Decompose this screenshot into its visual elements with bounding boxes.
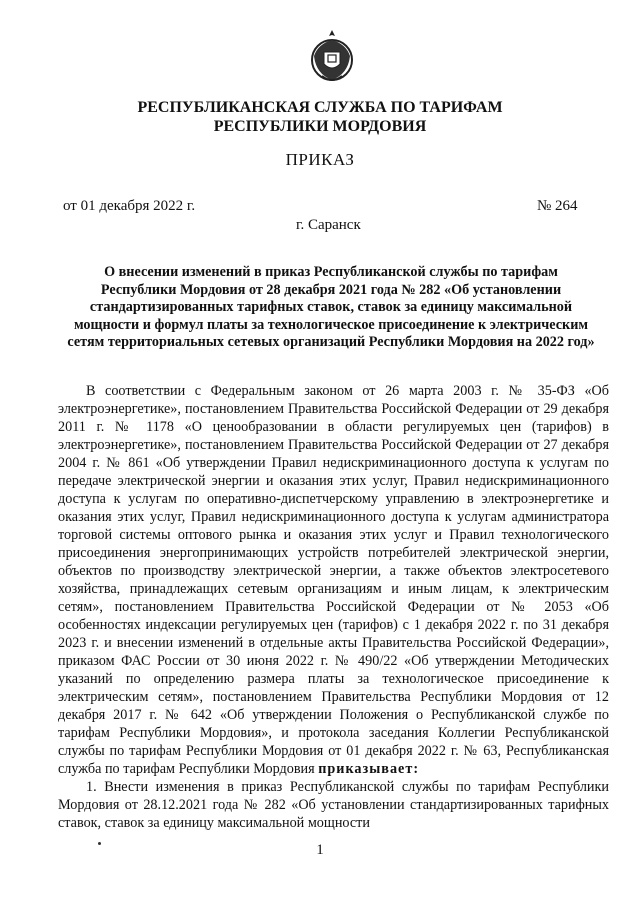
coat-of-arms-icon <box>308 26 356 86</box>
resolution-word: приказывает: <box>318 761 420 777</box>
order-number: № 264 <box>537 198 578 214</box>
document-type: ПРИКАЗ <box>285 150 355 169</box>
organization-name-line2: РЕСПУБЛИКИ МОРДОВИЯ <box>213 118 427 135</box>
clause-1: 1. Внести изменения в приказ Республиканской службы по тарифам Республики Мордовия от 28.12.2021 года № 282 «Об установлении стандартизированных тарифных ставок, ставок за единицу максимальной мощности <box>58 779 609 831</box>
order-subject: О внесении изменений в приказ Республиканской службы по тарифам Республики Мордовия от 28 декабря 2021 года № 282 «Об установлении стандартизированных тарифных ставок, ставок за единицу максимальной мощности и формул платы за технологическое присоединение к электрическим сетям территориальных сетевых организаций Республики Мордовия на 2022 год» <box>67 264 595 351</box>
order-date: от 01 декабря 2022 г. <box>63 198 196 214</box>
city: г. Саранск <box>296 217 361 233</box>
order-body <box>58 382 609 832</box>
preamble-text: В соответствии с Федеральным законом от 26 марта 2003 г. № 35-ФЗ «Об электроэнергетике», постановлением Правительства Российской Федерации от 29 декабря 2011 г. № 1178 «О ценообразовании в области регулируемых цен (тарифов) в электроэнергетике», постановлением Правительства Российской Федерации от 27 декабря 2004 г. № 861 «Об утверждении Правил недискриминационного доступа к услугам по передаче электрической энергии и оказания этих услуг, Правил недискриминационного доступа к услугам по оперативно-диспетчерскому управлению в электроэнергетике и оказания этих услуг, Правил недискриминационного доступа к услугам администратора торговой системы оптового рынка и оказания этих услуг и Правил технологического присоединения энергопринимающих устройств потребителей электрической энергии, объектов по производству электрической энергии, а также объектов электросетевого хозяйства, принадлежащих сетевым организациям и иным лицам, к электрическим сетям», постановлением Правительства Российской Федерации от № 2053 «Об особенностях индексации регулируемых цен (тарифов) с 1 декабря 2022 г. по 31 декабря 2023 г. и внесении изменений в отдельные акты Правительства Российской Федерации», приказом ФАС России от 30 июня 2022 г. № 490/22 «Об утверждении Методических указаний по определению размера платы за технологическое присоединение к электрическим сетям», постановлением Правительства Республики Мордовия от 12 декабря 2017 г. № 642 «Об утверждении Положения о Республиканской службе по тарифам Республики Мордовия», и протокола заседания Коллегии Республиканской службы по тарифам Республики Мордовия от 01 декабря 2022 г. № 63, Республиканская служба по тарифам Республики Мордовия <box>58 383 609 777</box>
organization-name-line1: РЕСПУБЛИКАНСКАЯ СЛУЖБА ПО ТАРИФАМ <box>137 99 503 116</box>
preamble-paragraph <box>58 382 609 778</box>
page-number: 1 <box>316 842 324 858</box>
